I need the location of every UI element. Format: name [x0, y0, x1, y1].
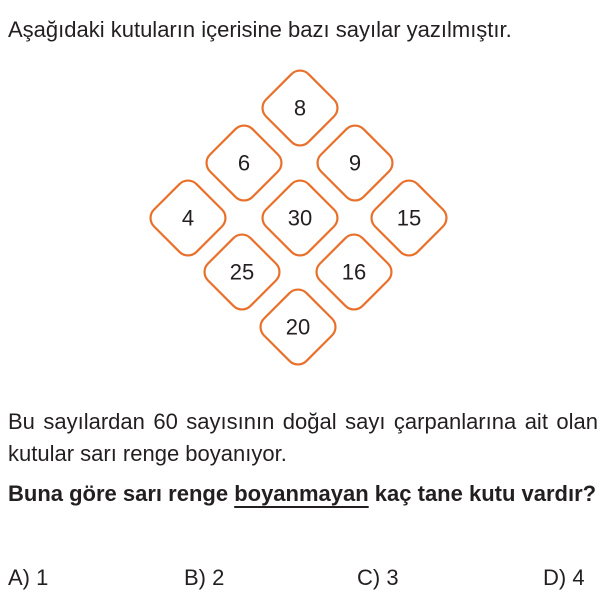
box-lower-left: [200, 230, 285, 315]
box-top: [258, 66, 343, 151]
option-b[interactable]: B) 2: [184, 565, 225, 590]
option-a[interactable]: A) 1: [8, 565, 49, 590]
box-upper-left-number: 6: [237, 150, 251, 176]
box-bottom: [256, 285, 341, 370]
box-bottom-number: 20: [285, 314, 311, 340]
box-top-number: 8: [293, 95, 307, 121]
question-text: [8, 477, 598, 510]
option-d[interactable]: D) 4: [543, 565, 585, 590]
box-right: [367, 176, 452, 261]
box-center-number: 30: [287, 205, 313, 231]
box-center: [258, 176, 343, 261]
box-lower-right-number: 16: [341, 259, 367, 285]
box-upper-left: [202, 121, 287, 206]
box-upper-right: [313, 121, 398, 206]
box-upper-right-number: 9: [348, 150, 362, 176]
problem-description: Bu sayılardan 60 sayısının doğal sayı çarpanlarına ait olan kutular sarı renge boyanıyor.: [8, 409, 598, 466]
box-right-number: 15: [396, 205, 422, 231]
option-c[interactable]: C) 3: [357, 565, 399, 590]
question-after: kaç tane kutu vardır?: [368, 481, 597, 506]
intro-text: Aşağıdaki kutuların içerisine bazı sayılar yazılmıştır.: [8, 17, 512, 42]
question-before: Buna göre sarı renge: [8, 481, 235, 506]
box-lower-right: [312, 230, 397, 315]
box-left-number: 4: [181, 205, 195, 231]
box-lower-left-number: 25: [229, 259, 255, 285]
question-underlined-word: boyanmayan: [234, 481, 369, 506]
box-left: [146, 176, 231, 261]
